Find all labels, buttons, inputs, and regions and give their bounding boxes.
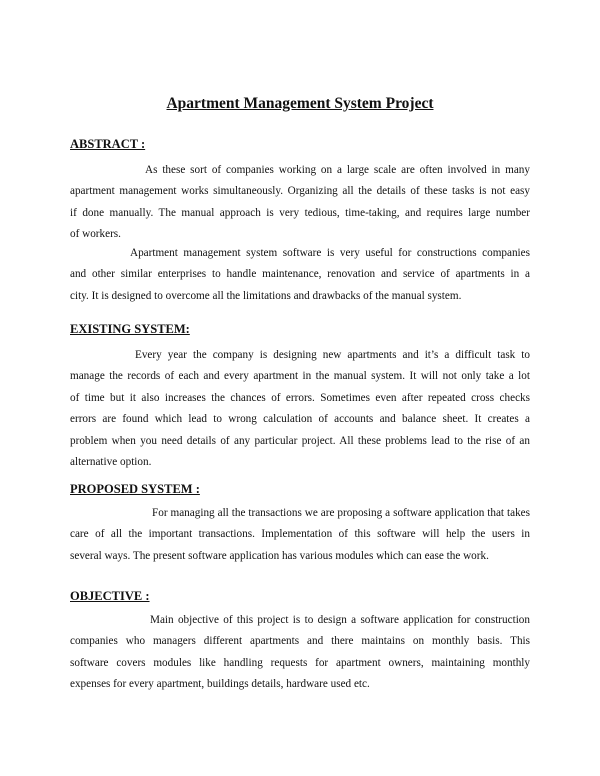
text-line: As these sort of companies working on a large scale are often involved in many [145,164,530,176]
abstract-paragraph-1 [70,160,530,246]
text-line: manage the records of each and every apartment in the manual system. It will not only take a lot [70,370,530,383]
proposed-system-heading: PROPOSED SYSTEM : [70,482,200,496]
text-line: expenses for every apartment, buildings details, hardware used etc. [70,678,370,691]
text-line: companies who managers different apartments and there maintains on monthly basis. This [70,635,530,648]
text-line: problem when you need details of any particular project. All these problems lead to the rise of an [70,434,530,447]
text-line: if done manually. The manual approach is very tedious, time-taking, and requires large number [70,206,530,219]
text-line: alternative option. [70,456,152,469]
text-line: care of all the important transactions. Implementation of this software will help the users in [70,528,530,541]
text-line: For managing all the transactions we are proposing a software application that takes [152,507,530,519]
abstract-paragraph-2 [70,243,530,307]
text-line: and other similar enterprises to handle maintenance, renovation and service of apartments in a [70,268,530,281]
text-line: city. It is designed to overcome all the limitations and drawbacks of the manual system. [70,289,462,302]
existing-system-paragraph [70,345,530,473]
abstract-heading: ABSTRACT : [70,137,146,151]
text-line: Apartment management system software is very useful for constructions companies [130,247,530,259]
text-line: of time but it also increases the chances of errors. Sometimes even after repeated cross checks [70,391,530,404]
text-line: several ways. The present software application has various modules which can ease the work. [70,549,489,562]
text-line: errors are found which lead to wrong calculation of accounts and balance sheet. It creates a [70,413,530,426]
text-line: of workers. [70,228,121,241]
text-line: Main objective of this project is to design a software application for construction [150,614,530,626]
objective-paragraph [70,610,530,696]
document-title: Apartment Management System Project [166,95,434,112]
text-line: apartment management works simultaneously. Organizing all the details of these tasks is not easy [70,185,530,198]
objective-heading: OBJECTIVE : [70,589,150,603]
text-line: Every year the company is designing new apartments and it’s a difficult task to [135,349,530,361]
text-line: software covers modules like handling requests for apartment owners, maintaining monthly [70,656,530,669]
proposed-system-paragraph [70,503,530,567]
existing-system-heading: EXISTING SYSTEM: [70,322,190,336]
